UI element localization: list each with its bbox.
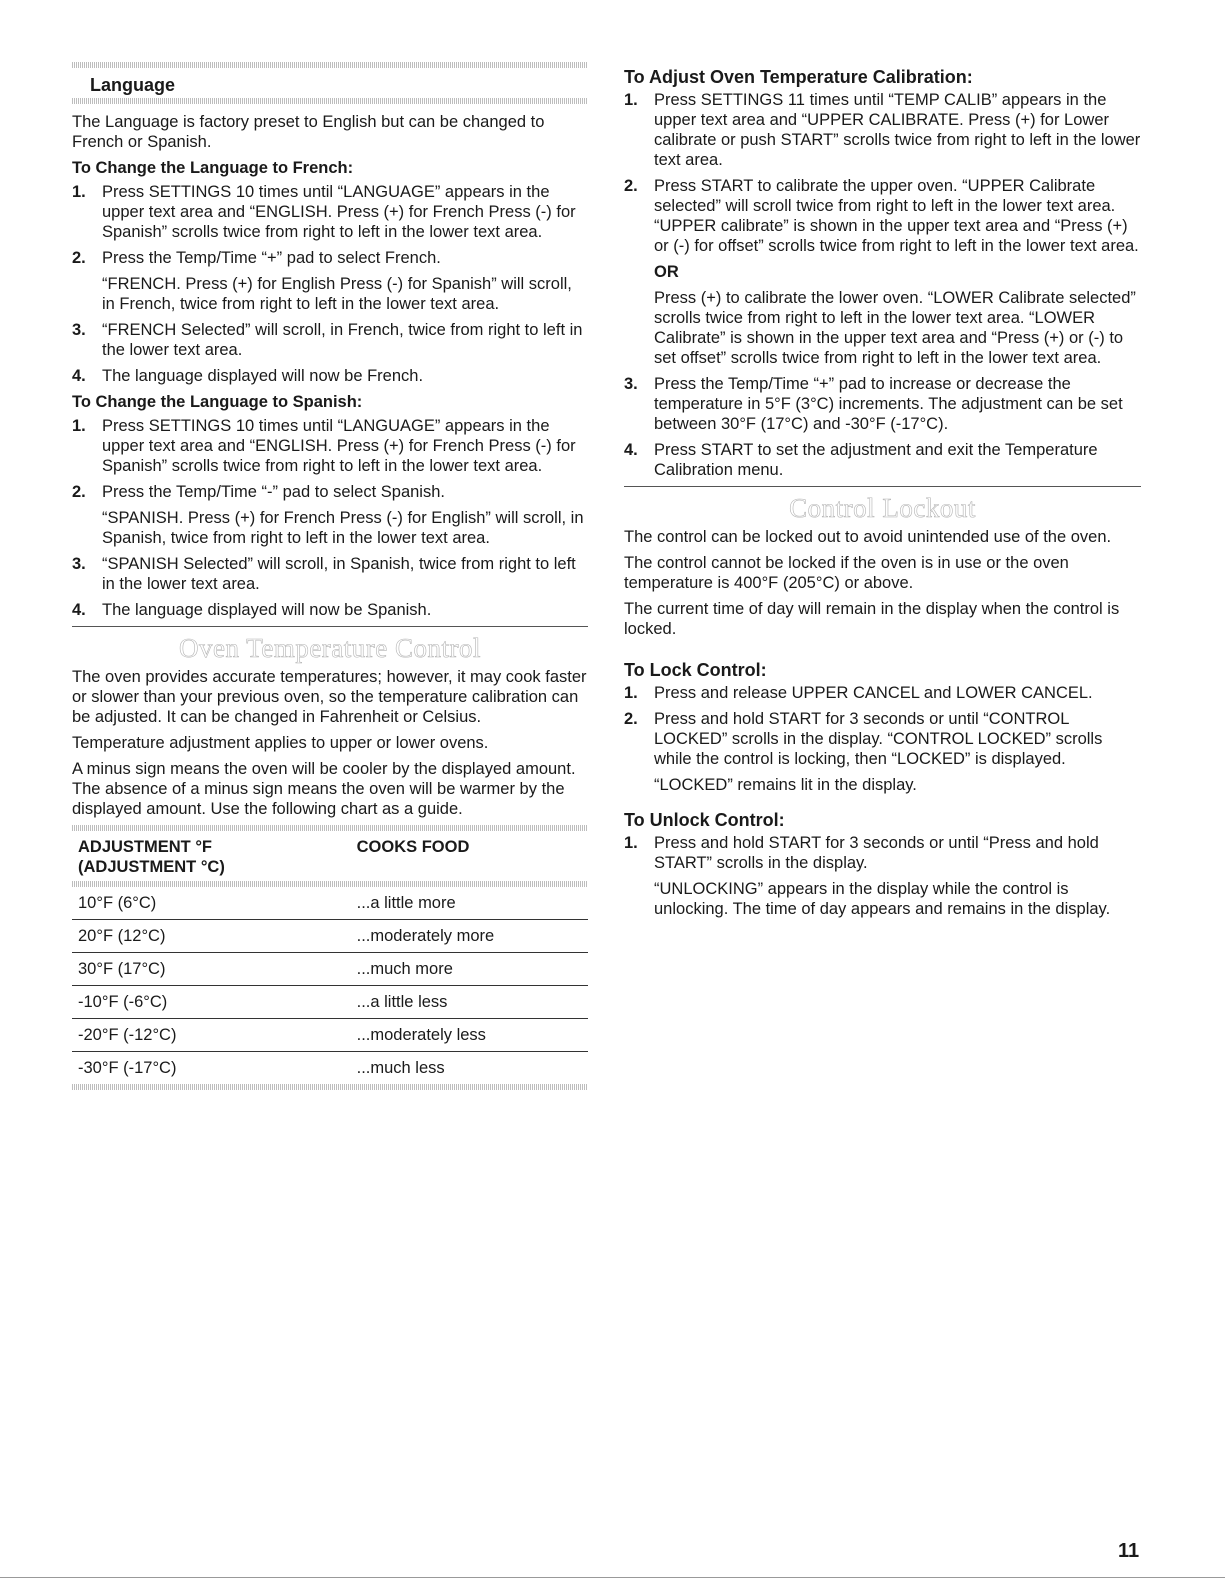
oven-temp-p1: The oven provides accurate temperatures; however, it may cook faster or slower than your previous oven, so the temperature calibration can be adjusted. It can be changed in Fahrenheit or Celsius. — [72, 668, 587, 726]
list-item: 4. The language displayed will now be French. — [72, 367, 424, 385]
list-item: 2. Press and hold START for 3 seconds or until “CONTROL LOCKED” scrolls in the display. “CONTROL LOCKED” scrolls while the control is locking, then “LOCKED” is displayed. “LOCKED” remains lit in the display. — [624, 710, 1103, 794]
oven-temp-heading: Oven Temperature Control — [178, 633, 482, 663]
calibration-heading: To Adjust Oven Temperature Calibration: — [624, 67, 973, 87]
list-item: 2. Press START to calibrate the upper oven. “UPPER Calibrate selected” will scroll twice from right to left in the lower text area. “UPPER calibrate” is shown in the upper text area and “Press (+) or (-) for offset” scrolls twice from right to left in the lower text area. OR Press (+) to calibrate the lower oven. “LOWER Calibrate selected” scrolls twice from right to left in the lower text area. “LOWER Calibrate” is shown in the upper text area and “Press (+) or (-) to set offset” scrolls twice from right to left in the lower text area. — [624, 177, 1139, 367]
section-divider — [72, 62, 588, 68]
list-item: 1. Press SETTINGS 10 times until “LANGUAGE” appears in the upper text area and “ENGLISH. Press (+) for French Press (-) for Spanish” scrolls twice from right to left in the lower text area. — [72, 417, 576, 475]
table-header-row — [72, 831, 588, 881]
spanish-steps — [72, 416, 588, 620]
list-item: 2. Press the Temp/Time “+” pad to select French. “FRENCH. Press (+) for English Press (-) for Spanish” will scroll, in French, twice from right to left in the lower text area. — [72, 249, 572, 313]
language-heading: Language — [90, 75, 176, 95]
table-row: 20°F (12°C) ...moderately more — [72, 920, 588, 953]
french-steps — [72, 182, 588, 386]
lock-steps — [624, 683, 1141, 795]
page-number: 11 — [1118, 1540, 1140, 1562]
page-bottom-rule — [0, 1577, 1225, 1578]
oven-temp-p2: Temperature adjustment applies to upper or lower ovens. — [72, 734, 489, 752]
language-intro: The Language is factory preset to English but can be changed to French or Spanish. — [72, 113, 545, 151]
section-divider — [72, 98, 588, 104]
lock-heading: To Lock Control: — [624, 660, 767, 680]
right-column — [624, 66, 1141, 925]
left-column — [72, 62, 588, 1090]
lockout-heading: Control Lockout — [789, 493, 976, 523]
list-item: 3. Press the Temp/Time “+” pad to increase or decrease the temperature in 5°F (3°C) increments. The adjustment can be set between 30°F (17°C) and -30°F (-17°C). — [624, 375, 1123, 433]
table-row: 10°F (6°C) ...a little more — [72, 887, 588, 920]
table-row: 30°F (17°C) ...much more — [72, 953, 588, 986]
list-item: 2. Press the Temp/Time “-” pad to select Spanish. “SPANISH. Press (+) for French Press (-) for English” will scroll, in Spanish, twice from right to left in the lower text area. — [72, 483, 584, 547]
table-row: -10°F (-6°C) ...a little less — [72, 986, 588, 1019]
table-row: -30°F (-17°C) ...much less — [78, 1059, 445, 1077]
calibration-steps — [624, 90, 1141, 480]
list-item: 3. “SPANISH Selected” will scroll, in Spanish, twice from right to left in the lower text area. — [72, 555, 576, 593]
list-item: 1. Press and release UPPER CANCEL and LOWER CANCEL. — [624, 684, 1093, 702]
list-item: 4. Press START to set the adjustment and exit the Temperature Calibration menu. — [624, 441, 1098, 479]
section-rule — [624, 486, 1141, 487]
column-header-adjustment: ADJUSTMENT °F (ADJUSTMENT °C) — [78, 838, 225, 876]
section-rule — [72, 626, 588, 627]
lockout-p1: The control can be locked out to avoid unintended use of the oven. — [624, 528, 1112, 546]
oven-temp-p3: A minus sign means the oven will be cooler by the displayed amount. The absence of a minus sign means the oven will be warmer by the displayed amount. Use the following chart as a guide. — [72, 760, 576, 818]
list-item: 4. The language displayed will now be Spanish. — [72, 601, 432, 619]
list-item: 1. Press SETTINGS 10 times until “LANGUAGE” appears in the upper text area and “ENGLISH. Press (+) for French Press (-) for Spanish” scrolls twice from right to left in the lower text area. — [72, 183, 576, 241]
list-item: 1. Press SETTINGS 11 times until “TEMP CALIB” appears in the upper text area and “UPPER CALIBRATE. Press (+) for Lower calibrate or push START” scrolls twice from right to left in the lower text area. — [624, 91, 1141, 169]
lockout-p2: The control cannot be locked if the oven is in use or the oven temperature is 400°F (205°C) or above. — [624, 554, 1069, 592]
table-bottom-border — [72, 1084, 588, 1090]
list-item: 1. Press and hold START for 3 seconds or until “Press and hold START” scrolls in the display. “UNLOCKING” appears in the display while the control is unlocking. The time of day appears and remains in the display. — [624, 834, 1111, 918]
spanish-heading: To Change the Language to Spanish: — [72, 393, 363, 411]
unlock-heading: To Unlock Control: — [624, 810, 785, 830]
adjustment-table — [72, 831, 588, 1084]
table-row: -20°F (-12°C) ...moderately less — [72, 1019, 588, 1052]
column-header-cooks-food: COOKS FOOD — [356, 838, 470, 856]
french-heading: To Change the Language to French: — [72, 159, 354, 177]
list-item: 3. “FRENCH Selected” will scroll, in French, twice from right to left in the lower text area. — [72, 321, 583, 359]
lockout-p3: The current time of day will remain in the display when the control is locked. — [624, 600, 1120, 638]
unlock-steps — [624, 833, 1141, 919]
